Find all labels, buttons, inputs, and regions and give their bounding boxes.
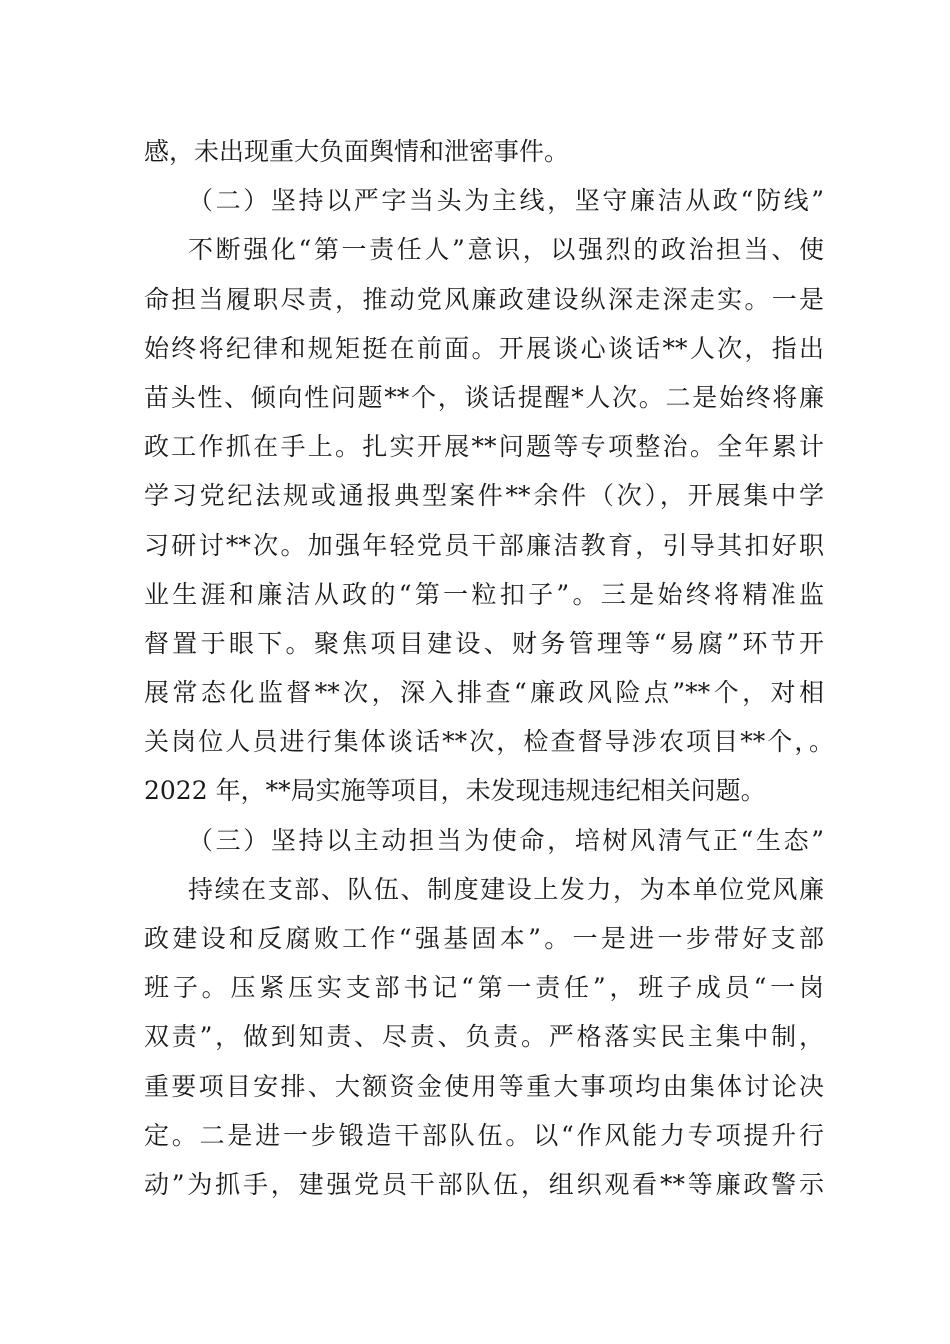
text-line: 双责”，做到知责、尽责、负责。严格落实民主集中制，	[144, 1022, 824, 1051]
text-line: 始终将纪律和规矩挺在前面。开展谈心谈话**人次，指出	[144, 334, 824, 363]
text-line: 关岗位人员进行集体谈话**次，检查督导涉农项目**个，。	[144, 727, 834, 756]
text-line: 业生涯和廉洁从政的“第一粒扣子”。三是始终将精准监	[144, 580, 824, 609]
section-heading-3: （三）坚持以主动担当为使命，培树风清气正“生态”	[188, 826, 824, 855]
text-line: 感，未出现重大负面舆情和泄密事件。	[144, 137, 570, 166]
text-line: 2022 年，**局实施等项目，未发现违规违纪相关问题。	[144, 776, 766, 805]
text-line: 督置于眼下。聚焦项目建设、财务管理等“易腐”环节开	[144, 629, 824, 658]
text-line: 政建设和反腐败工作“强基固本”。一是进一步带好支部	[144, 924, 824, 953]
text-line: 习研讨**次。加强年轻党员干部廉洁教育，引导其扣好职	[144, 531, 824, 560]
text-line: 苗头性、倾向性问题**个，谈话提醒*人次。二是始终将廉	[144, 383, 824, 412]
text-line: 命担当履职尽责，推动党风廉政建设纵深走深走实。一是	[144, 285, 824, 314]
paragraph-first-line: 持续在支部、队伍、制度建设上发力，为本单位党风廉	[188, 875, 824, 904]
text-line: 重要项目安排、大额资金使用等重大事项均由集体讨论决	[144, 1072, 824, 1101]
text-line: 班子。压紧压实支部书记“第一责任”，班子成员“一岗	[144, 973, 824, 1002]
text-line: 展常态化监督**次，深入排查“廉政风险点”**个，对相	[144, 678, 824, 707]
text-line: 政工作抓在手上。扎实开展**问题等专项整治。全年累计	[144, 432, 824, 461]
section-heading-2: （二）坚持以严字当头为主线，坚守廉洁从政“防线”	[188, 186, 824, 215]
paragraph-first-line: 不断强化“第一责任人”意识，以强烈的政治担当、使	[188, 235, 824, 264]
text-line: 定。二是进一步锻造干部队伍。以“作风能力专项提升行	[144, 1121, 824, 1150]
text-line: 动”为抓手，建强党员干部队伍，组织观看**等廉政警示	[144, 1170, 824, 1199]
text-line: 学习党纪法规或通报典型案件**余件（次），开展集中学	[144, 481, 824, 510]
